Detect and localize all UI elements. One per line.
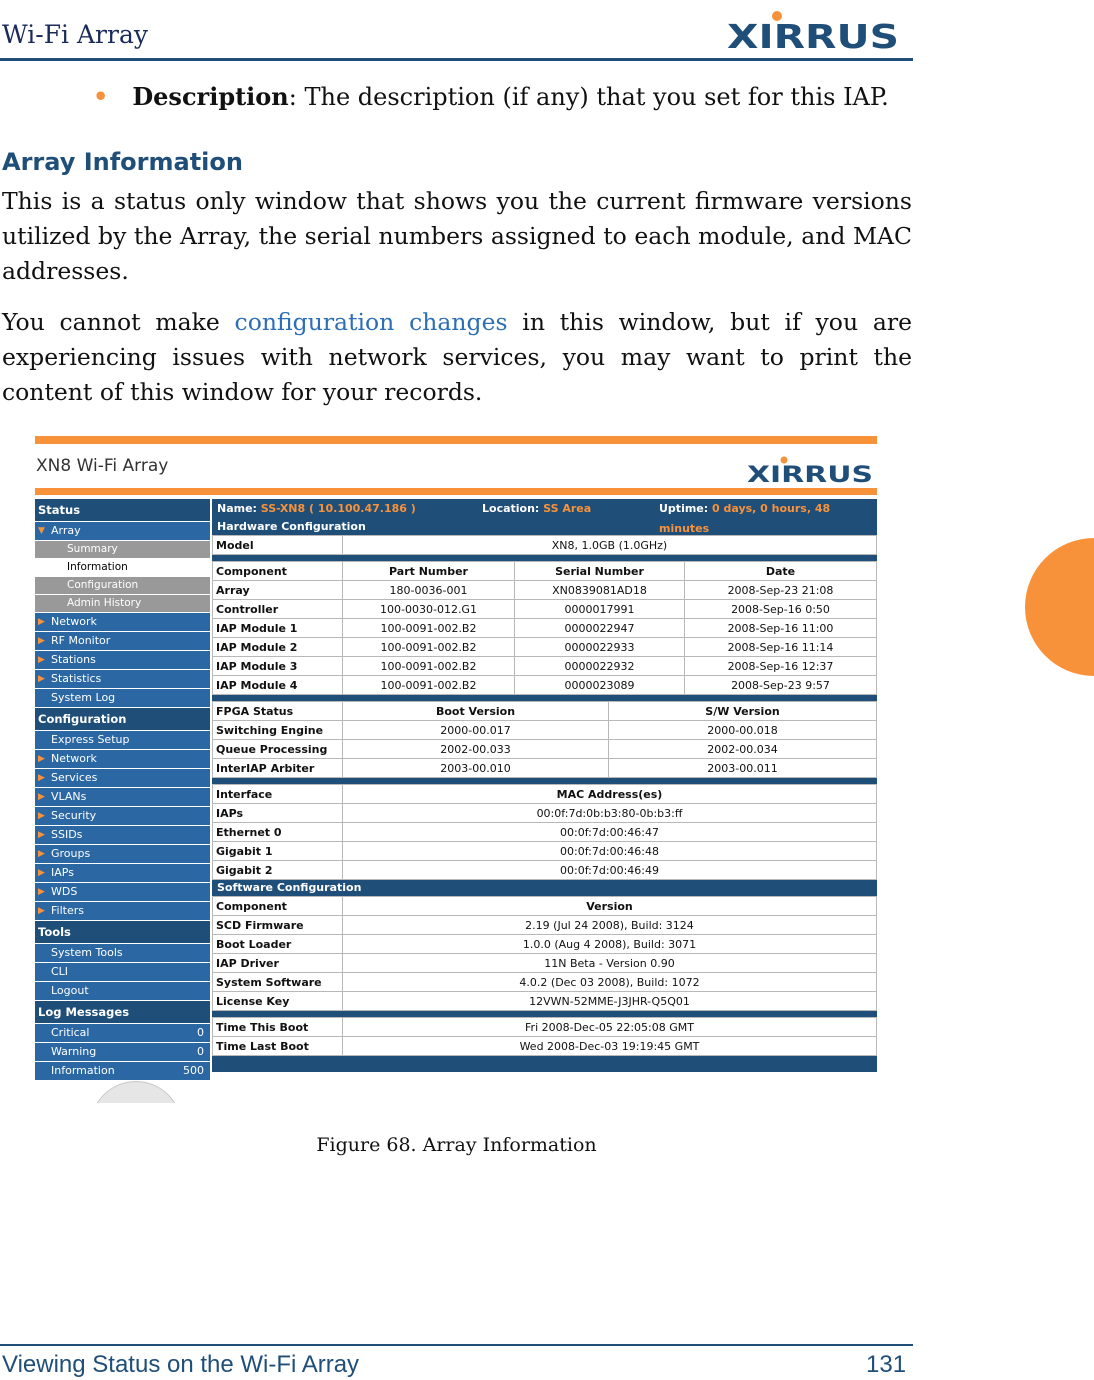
col-header: S/W Version [609,702,877,721]
cell: 100-0091-002.B2 [343,619,515,638]
log-label: Information [51,1064,115,1077]
arrow-icon: ▶ [38,868,45,878]
sidebar-item-network[interactable] [35,613,210,632]
cell: 180-0036-001 [343,581,515,600]
sidebar-label: WDS [51,885,78,898]
cell: 2008-Sep-16 0:50 [685,600,877,619]
device-shape [90,1081,182,1103]
col-header: Boot Version [343,702,609,721]
cell: 1.0.0 (Aug 4 2008), Build: 3071 [343,935,877,954]
table-row [213,657,877,676]
sidebar-label: Filters [51,904,84,917]
sidebar-label: SSIDs [51,828,83,841]
sidebar-label: Services [51,771,98,784]
cell: 100-0091-002.B2 [343,676,515,695]
row-label: IAP Driver [213,954,343,973]
sidebar-section-log-messages[interactable]: Log Messages [35,1001,210,1024]
brand-text: XIRRUS [727,17,899,52]
header-rule [0,58,913,61]
col-header: Part Number [343,562,515,581]
shot-title: XN8 Wi-Fi Array [36,456,169,476]
array-information-screenshot [35,436,877,1106]
table-header-row [213,785,877,804]
row-label: Gigabit 1 [213,842,343,861]
arrow-icon: ▶ [38,773,45,783]
xirrus-logo [727,10,907,52]
figure-caption: Figure 68. Array Information [316,1134,597,1156]
sidebar-section-tools[interactable]: Tools [35,921,210,944]
sidebar-item-system-tools[interactable]: System Tools [35,944,210,963]
description-bullet [93,82,889,111]
col-header: Component [213,897,343,916]
row-label: SCD Firmware [213,916,343,935]
bullet-text: : The description (if any) that you set for this IAP. [288,83,889,111]
table-row [213,740,877,759]
chapter-tab [1025,538,1094,676]
cell: 12VWN-52MME-J3JHR-Q5Q01 [343,992,877,1011]
p2-text-b: in this window, but if you are experiencing issues with network services, you may want to print the content of this window for your records. [2,308,913,406]
cell: 2008-Sep-23 21:08 [685,581,877,600]
table-row [213,935,877,954]
uptime-value: 0 days, 0 hours, 48 minutes [659,502,831,535]
software-config-band: Software Configuration [212,880,877,896]
arrow-icon: ▶ [38,617,45,627]
cell: 100-0091-002.B2 [343,657,515,676]
table-row [213,1037,877,1056]
cell: 00:0f:7d:00:46:49 [343,861,877,880]
sidebar-item-system-log[interactable]: System Log [35,689,210,708]
col-header: Date [685,562,877,581]
arrow-icon: ▶ [38,674,45,684]
cell: 00:0f:7d:00:46:48 [343,842,877,861]
fpga-table [212,701,877,778]
row-label: IAP Module 4 [213,676,343,695]
sidebar-label: VLANs [51,790,87,803]
running-header: Wi-Fi Array [2,20,148,49]
table-row [213,861,877,880]
table-row [213,804,877,823]
sidebar-item-rf-monitor[interactable] [35,632,210,651]
arrow-icon: ▶ [38,754,45,764]
cell: 100-0030-012.G1 [343,600,515,619]
location-value: SS Area [543,502,592,515]
arrow-icon: ▶ [38,906,45,916]
table-header-row [213,562,877,581]
row-label: Time This Boot [213,1018,343,1037]
sidebar-label: Security [51,809,97,822]
sidebar-item-cli[interactable]: CLI [35,963,210,982]
hardware-config-band: Hardware Configuration [212,519,877,535]
table-row [213,973,877,992]
table-row [213,842,877,861]
row-label: IAPs [213,804,343,823]
row-label: IAP Module 3 [213,657,343,676]
sidebar-item-vlans[interactable] [35,788,210,807]
arrow-icon: ▶ [38,849,45,859]
sidebar-section-configuration[interactable]: Configuration [35,708,210,731]
cell: 2000-00.017 [343,721,609,740]
cell: 2002-00.033 [343,740,609,759]
cell: Wed 2008-Dec-03 19:19:45 GMT [343,1037,877,1056]
cell: 2003-00.011 [609,759,877,778]
sidebar-sub-admin-history[interactable]: Admin History [35,595,210,613]
table-row [213,638,877,657]
uptime-field [659,499,877,539]
sidebar-label: Network [51,752,97,765]
row-label: Switching Engine [213,721,343,740]
arrow-icon: ▶ [38,792,45,802]
model-value: XN8, 1.0GB (1.0GHz) [343,536,877,555]
sidebar-item-ssids[interactable] [35,826,210,845]
row-label: Gigabit 2 [213,861,343,880]
uptime-label: Uptime: [659,502,709,515]
arrow-icon: ▶ [38,887,45,897]
sidebar-label: Stations [51,653,96,666]
shot-brand-text: XIRRUS [747,463,873,484]
cell: 0000022947 [515,619,685,638]
cell: 00:0f:7d:0b:b3:80-0b:b3:ff [343,804,877,823]
sidebar-label: IAPs [51,866,74,879]
paragraph-intro: This is a status only window that shows you the current firmware versions utilized by the Array, the serial numbers assigned to each module, and MAC addresses. [2,187,912,285]
sidebar-item-logout[interactable]: Logout [35,982,210,1001]
table-row [213,721,877,740]
cell: 11N Beta - Version 0.90 [343,954,877,973]
cell: 4.0.2 (Dec 03 2008), Build: 1072 [343,973,877,992]
table-row [213,759,877,778]
sidebar-item-filters[interactable] [35,902,210,921]
cell: 100-0091-002.B2 [343,638,515,657]
sidebar-section-status[interactable]: Status [35,499,210,522]
main-panel [212,499,877,1072]
software-table [212,896,877,1011]
row-label: IAP Module 2 [213,638,343,657]
row-label: Array [213,581,343,600]
expanded-arrow-icon: ▼ [38,526,45,536]
arrow-icon: ▶ [38,655,45,665]
cell: 00:0f:7d:00:46:47 [343,823,877,842]
sidebar-item-security[interactable] [35,807,210,826]
table-header-row [213,897,877,916]
sidebar-sub-configuration[interactable]: Configuration [35,577,210,595]
bullet-term: Description [132,82,289,111]
bottom-bar [212,1056,877,1072]
hardware-table [212,561,877,695]
shot-xirrus-logo [747,456,877,484]
second-orange-bar [35,488,877,495]
configuration-changes-link[interactable]: configuration changes [234,308,508,336]
footer-rule [0,1344,913,1346]
page-number: 131 [866,1351,907,1378]
col-header: FPGA Status [213,702,343,721]
paragraph-records [2,305,912,410]
boot-table [212,1017,877,1056]
cell: 0000023089 [515,676,685,695]
name-field [217,499,416,519]
col-header: Interface [213,785,343,804]
table-header-row [213,702,877,721]
cell: 2000-00.018 [609,721,877,740]
sidebar-label: RF Monitor [51,634,111,647]
sidebar-item-warning[interactable] [35,1043,210,1062]
sidebar-item-information-log[interactable] [35,1062,210,1081]
sidebar-label: Network [51,615,97,628]
cell: 2002-00.034 [609,740,877,759]
log-count: 0 [197,1026,204,1039]
sidebar-sub-summary[interactable]: Summary [35,541,210,559]
location-label: Location: [482,502,540,515]
table-row [213,1018,877,1037]
table-row [213,992,877,1011]
table-row [213,581,877,600]
footer-title: Viewing Status on the Wi-Fi Array [2,1351,360,1378]
row-label: License Key [213,992,343,1011]
col-header: MAC Address(es) [343,785,877,804]
log-count: 0 [197,1045,204,1058]
sidebar-label: Groups [51,847,91,860]
cell: 2008-Sep-16 11:00 [685,619,877,638]
cell: 0000022932 [515,657,685,676]
sidebar-sub-information[interactable]: Information [35,559,210,577]
col-header: Serial Number [515,562,685,581]
arrow-icon: ▶ [38,636,45,646]
sidebar-label: Array [51,524,81,537]
sidebar-item-stations[interactable] [35,651,210,670]
sidebar-item-statistics[interactable] [35,670,210,689]
row-label: IAP Module 1 [213,619,343,638]
p2-text-a: You cannot make [2,308,235,336]
section-heading: Array Information [2,148,243,176]
name-value: SS-XN8 ( 10.100.47.186 ) [260,502,416,515]
cell: Fri 2008-Dec-05 22:05:08 GMT [343,1018,877,1037]
table-row [213,676,877,695]
location-field [482,499,591,519]
cell: 2008-Sep-16 11:14 [685,638,877,657]
cell: 0000017991 [515,600,685,619]
cell: 2008-Sep-23 9:57 [685,676,877,695]
sidebar-label: Statistics [51,672,102,685]
sidebar-item-iaps[interactable] [35,864,210,883]
arrow-icon: ▶ [38,830,45,840]
cell: 2003-00.010 [343,759,609,778]
row-label: Ethernet 0 [213,823,343,842]
top-orange-bar [35,436,877,444]
log-label: Critical [51,1026,90,1039]
row-label: Boot Loader [213,935,343,954]
mac-table [212,784,877,880]
device-image [35,1081,210,1103]
table-row [213,823,877,842]
sidebar-item-groups[interactable] [35,845,210,864]
cell: 0000022933 [515,638,685,657]
bullet-dot-icon: • [93,82,109,111]
sidebar-item-config-network[interactable] [35,750,210,769]
table-row [213,600,877,619]
cell: 2008-Sep-16 12:37 [685,657,877,676]
log-label: Warning [51,1045,97,1058]
row-label: Time Last Boot [213,1037,343,1056]
cell: XN0839081AD18 [515,581,685,600]
row-label: System Software [213,973,343,992]
sidebar-item-services[interactable] [35,769,210,788]
cell: 2.19 (Jul 24 2008), Build: 3124 [343,916,877,935]
sidebar-item-express-setup[interactable]: Express Setup [35,731,210,750]
sidebar-item-array[interactable] [35,522,210,541]
table-row [213,619,877,638]
table-row [213,954,877,973]
name-label: Name: [217,502,257,515]
log-count: 500 [183,1064,204,1077]
arrow-icon: ▶ [38,811,45,821]
sidebar-item-critical[interactable] [35,1024,210,1043]
col-header: Component [213,562,343,581]
row-label: InterIAP Arbiter [213,759,343,778]
sidebar-item-wds[interactable] [35,883,210,902]
model-label: Model [213,536,343,555]
table-row [213,916,877,935]
row-label: Queue Processing [213,740,343,759]
row-label: Controller [213,600,343,619]
sidebar [35,499,210,1103]
col-header: Version [343,897,877,916]
